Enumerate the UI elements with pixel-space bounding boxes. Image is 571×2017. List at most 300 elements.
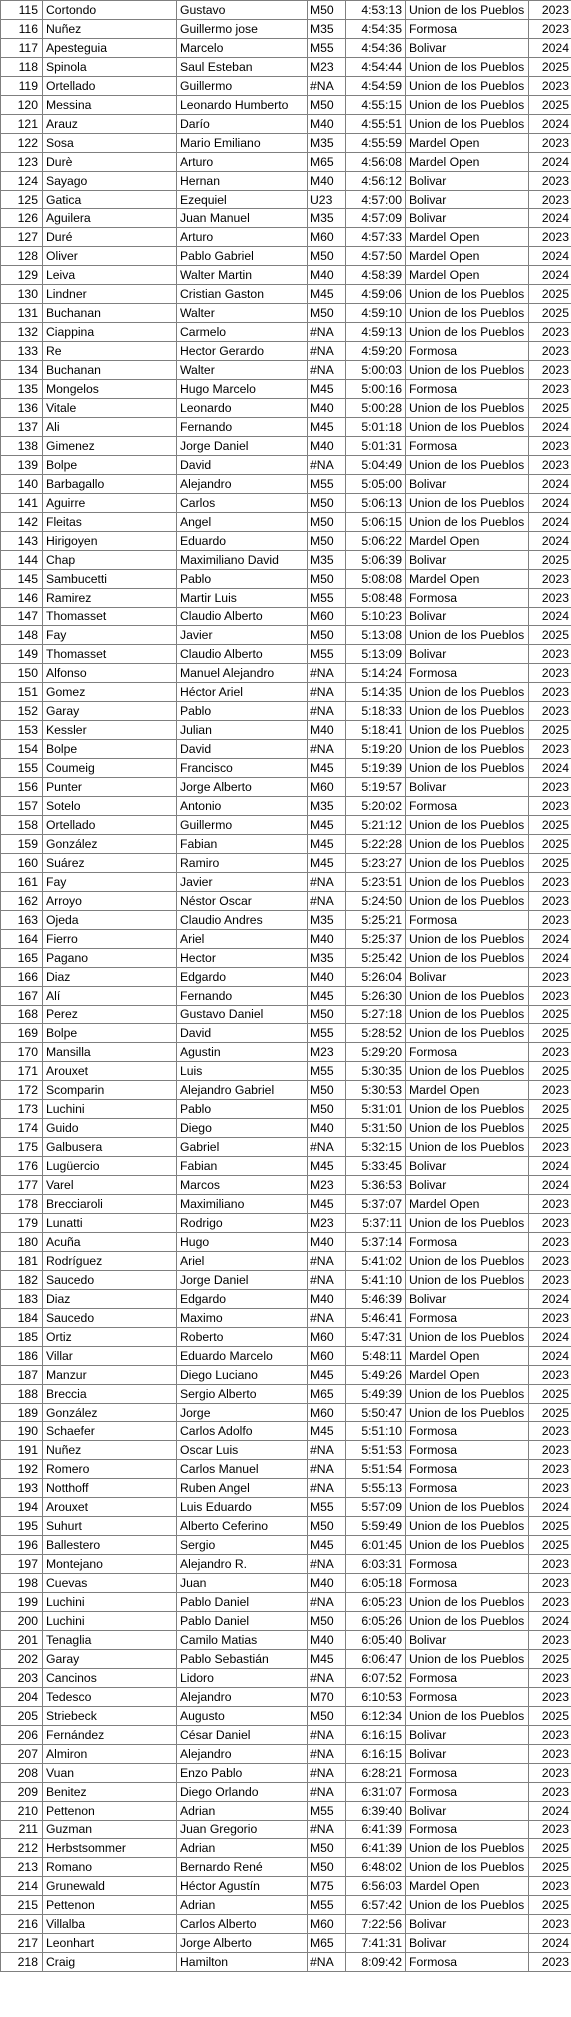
year-cell: 2023 (529, 778, 571, 797)
surname-cell: Hirigoyen (43, 531, 177, 550)
category-cell: #NA (308, 1441, 346, 1460)
team-cell: Union de los Pueblos (406, 1593, 529, 1612)
position-cell: 163 (1, 910, 43, 929)
time-cell: 5:59:49 (346, 1517, 406, 1536)
first-name-cell: Maximo (177, 1308, 308, 1327)
surname-cell: Ortellado (43, 76, 177, 95)
table-row (1, 455, 571, 474)
first-name-cell: Juan Manuel (177, 209, 308, 228)
surname-cell: Ojeda (43, 910, 177, 929)
team-cell: Union de los Pueblos (406, 1251, 529, 1270)
surname-cell: Varel (43, 1176, 177, 1195)
surname-cell: Ali (43, 417, 177, 436)
team-cell: Bolivar (406, 1157, 529, 1176)
first-name-cell: Pablo Daniel (177, 1593, 308, 1612)
category-cell: #NA (308, 740, 346, 759)
first-name-cell: Adrian (177, 1839, 308, 1858)
table-row (1, 740, 571, 759)
position-cell: 194 (1, 1498, 43, 1517)
position-cell: 147 (1, 607, 43, 626)
surname-cell: Suárez (43, 853, 177, 872)
surname-cell: Diaz (43, 967, 177, 986)
category-cell: #NA (308, 1744, 346, 1763)
position-cell: 137 (1, 417, 43, 436)
year-cell: 2024 (529, 266, 571, 285)
time-cell: 6:03:31 (346, 1555, 406, 1574)
time-cell: 4:57:33 (346, 228, 406, 247)
category-cell: #NA (308, 323, 346, 342)
category-cell: M45 (308, 1649, 346, 1668)
time-cell: 5:26:04 (346, 967, 406, 986)
team-cell: Union de los Pueblos (406, 1706, 529, 1725)
position-cell: 209 (1, 1782, 43, 1801)
first-name-cell: Diego Luciano (177, 1365, 308, 1384)
surname-cell: Lindner (43, 285, 177, 304)
year-cell: 2023 (529, 361, 571, 380)
surname-cell: Fay (43, 872, 177, 891)
surname-cell: Pettenon (43, 1896, 177, 1915)
time-cell: 5:06:15 (346, 512, 406, 531)
category-cell: M40 (308, 967, 346, 986)
first-name-cell: Hector Gerardo (177, 342, 308, 361)
position-cell: 180 (1, 1232, 43, 1251)
first-name-cell: Manuel Alejandro (177, 664, 308, 683)
category-cell: M40 (308, 266, 346, 285)
category-cell: M23 (308, 1214, 346, 1233)
position-cell: 202 (1, 1649, 43, 1668)
table-row (1, 645, 571, 664)
year-cell: 2024 (529, 929, 571, 948)
team-cell: Formosa (406, 1555, 529, 1574)
first-name-cell: Angel (177, 512, 308, 531)
position-cell: 158 (1, 815, 43, 834)
first-name-cell: Juan Gregorio (177, 1820, 308, 1839)
year-cell: 2023 (529, 967, 571, 986)
surname-cell: Almiron (43, 1744, 177, 1763)
surname-cell: Mongelos (43, 380, 177, 399)
first-name-cell: Augusto (177, 1706, 308, 1725)
team-cell: Formosa (406, 342, 529, 361)
position-cell: 171 (1, 1062, 43, 1081)
table-row (1, 664, 571, 683)
time-cell: 4:59:20 (346, 342, 406, 361)
category-cell: M35 (308, 19, 346, 38)
time-cell: 5:14:24 (346, 664, 406, 683)
time-cell: 5:23:27 (346, 853, 406, 872)
table-row (1, 399, 571, 418)
time-cell: 5:31:50 (346, 1119, 406, 1138)
category-cell: M50 (308, 1706, 346, 1725)
year-cell: 2025 (529, 815, 571, 834)
year-cell: 2023 (529, 1555, 571, 1574)
category-cell: M50 (308, 247, 346, 266)
category-cell: M50 (308, 304, 346, 323)
category-cell: M50 (308, 512, 346, 531)
surname-cell: Garay (43, 1649, 177, 1668)
table-row (1, 228, 571, 247)
year-cell: 2023 (529, 1763, 571, 1782)
first-name-cell: Pablo (177, 569, 308, 588)
table-row (1, 171, 571, 190)
time-cell: 5:19:57 (346, 778, 406, 797)
category-cell: M23 (308, 57, 346, 76)
surname-cell: Luchini (43, 1612, 177, 1631)
surname-cell: Re (43, 342, 177, 361)
year-cell: 2023 (529, 664, 571, 683)
team-cell: Formosa (406, 797, 529, 816)
surname-cell: Cuevas (43, 1574, 177, 1593)
category-cell: M45 (308, 759, 346, 778)
year-cell: 2025 (529, 1706, 571, 1725)
table-row (1, 1327, 571, 1346)
surname-cell: Luchini (43, 1100, 177, 1119)
team-cell: Mardel Open (406, 152, 529, 171)
category-cell: M50 (308, 493, 346, 512)
time-cell: 6:41:39 (346, 1839, 406, 1858)
team-cell: Formosa (406, 1043, 529, 1062)
time-cell: 6:05:40 (346, 1630, 406, 1649)
time-cell: 5:18:41 (346, 721, 406, 740)
surname-cell: Breccia (43, 1384, 177, 1403)
first-name-cell: Walter (177, 304, 308, 323)
first-name-cell: Fernando (177, 986, 308, 1005)
table-row (1, 95, 571, 114)
team-cell: Union de los Pueblos (406, 323, 529, 342)
team-cell: Union de los Pueblos (406, 57, 529, 76)
table-row (1, 493, 571, 512)
table-row (1, 1820, 571, 1839)
time-cell: 8:09:42 (346, 1953, 406, 1972)
team-cell: Bolivar (406, 1289, 529, 1308)
position-cell: 215 (1, 1896, 43, 1915)
position-cell: 175 (1, 1138, 43, 1157)
year-cell: 2025 (529, 1896, 571, 1915)
category-cell: M45 (308, 986, 346, 1005)
table-row (1, 1251, 571, 1270)
first-name-cell: Hugo Marcelo (177, 380, 308, 399)
category-cell: #NA (308, 342, 346, 361)
position-cell: 123 (1, 152, 43, 171)
category-cell: M60 (308, 228, 346, 247)
year-cell: 2023 (529, 588, 571, 607)
position-cell: 179 (1, 1214, 43, 1233)
team-cell: Union de los Pueblos (406, 114, 529, 133)
first-name-cell: Claudio Andres (177, 910, 308, 929)
first-name-cell: Hamilton (177, 1953, 308, 1972)
surname-cell: Ramirez (43, 588, 177, 607)
category-cell: M35 (308, 133, 346, 152)
year-cell: 2023 (529, 569, 571, 588)
team-cell: Union de los Pueblos (406, 399, 529, 418)
surname-cell: González (43, 1403, 177, 1422)
position-cell: 218 (1, 1953, 43, 1972)
first-name-cell: Ezequiel (177, 190, 308, 209)
first-name-cell: Rodrigo (177, 1214, 308, 1233)
surname-cell: Guido (43, 1119, 177, 1138)
table-row (1, 1062, 571, 1081)
surname-cell: Bolpe (43, 740, 177, 759)
surname-cell: Spinola (43, 57, 177, 76)
first-name-cell: Antonio (177, 797, 308, 816)
time-cell: 5:13:08 (346, 626, 406, 645)
category-cell: M60 (308, 1403, 346, 1422)
year-cell: 2023 (529, 1270, 571, 1289)
team-cell: Union de los Pueblos (406, 512, 529, 531)
position-cell: 140 (1, 474, 43, 493)
position-cell: 216 (1, 1915, 43, 1934)
year-cell: 2023 (529, 1782, 571, 1801)
table-row (1, 1384, 571, 1403)
year-cell: 2023 (529, 1593, 571, 1612)
position-cell: 196 (1, 1536, 43, 1555)
year-cell: 2024 (529, 512, 571, 531)
table-row (1, 1270, 571, 1289)
surname-cell: Duré (43, 228, 177, 247)
first-name-cell: Fernando (177, 417, 308, 436)
position-cell: 118 (1, 57, 43, 76)
first-name-cell: Pablo Daniel (177, 1612, 308, 1631)
first-name-cell: Gustavo Daniel (177, 1005, 308, 1024)
category-cell: #NA (308, 1782, 346, 1801)
category-cell: #NA (308, 1763, 346, 1782)
surname-cell: Saucedo (43, 1270, 177, 1289)
category-cell: M50 (308, 531, 346, 550)
category-cell: #NA (308, 1308, 346, 1327)
surname-cell: Romano (43, 1858, 177, 1877)
year-cell: 2024 (529, 152, 571, 171)
first-name-cell: Leonardo (177, 399, 308, 418)
first-name-cell: Gustavo (177, 1, 308, 20)
table-row (1, 910, 571, 929)
category-cell: M45 (308, 853, 346, 872)
position-cell: 125 (1, 190, 43, 209)
year-cell: 2023 (529, 342, 571, 361)
position-cell: 167 (1, 986, 43, 1005)
first-name-cell: Alejandro Gabriel (177, 1081, 308, 1100)
category-cell: M45 (308, 815, 346, 834)
time-cell: 5:37:07 (346, 1195, 406, 1214)
time-cell: 5:04:49 (346, 455, 406, 474)
position-cell: 130 (1, 285, 43, 304)
year-cell: 2025 (529, 1024, 571, 1043)
time-cell: 5:41:02 (346, 1251, 406, 1270)
time-cell: 5:49:26 (346, 1365, 406, 1384)
first-name-cell: Pablo Gabriel (177, 247, 308, 266)
time-cell: 5:55:13 (346, 1479, 406, 1498)
year-cell: 2023 (529, 1214, 571, 1233)
year-cell: 2023 (529, 1232, 571, 1251)
table-row (1, 1934, 571, 1953)
first-name-cell: Fabian (177, 1157, 308, 1176)
surname-cell: Romero (43, 1460, 177, 1479)
first-name-cell: Agustin (177, 1043, 308, 1062)
surname-cell: Aguilera (43, 209, 177, 228)
year-cell: 2025 (529, 1005, 571, 1024)
year-cell: 2023 (529, 872, 571, 891)
position-cell: 133 (1, 342, 43, 361)
time-cell: 6:57:42 (346, 1896, 406, 1915)
year-cell: 2024 (529, 1327, 571, 1346)
time-cell: 5:32:15 (346, 1138, 406, 1157)
position-cell: 145 (1, 569, 43, 588)
time-cell: 5:37:11 (346, 1214, 406, 1233)
table-row (1, 114, 571, 133)
first-name-cell: Maximiliano David (177, 550, 308, 569)
team-cell: Union de los Pueblos (406, 759, 529, 778)
first-name-cell: Héctor Agustín (177, 1877, 308, 1896)
first-name-cell: Oscar Luis (177, 1441, 308, 1460)
first-name-cell: Edgardo (177, 967, 308, 986)
team-cell: Bolivar (406, 1934, 529, 1953)
time-cell: 6:05:23 (346, 1593, 406, 1612)
team-cell: Union de los Pueblos (406, 1062, 529, 1081)
surname-cell: Thomasset (43, 645, 177, 664)
surname-cell: Leiva (43, 266, 177, 285)
time-cell: 4:54:35 (346, 19, 406, 38)
surname-cell: Montejano (43, 1555, 177, 1574)
position-cell: 217 (1, 1934, 43, 1953)
surname-cell: Leonhart (43, 1934, 177, 1953)
category-cell: #NA (308, 664, 346, 683)
first-name-cell: Guillermo (177, 815, 308, 834)
time-cell: 5:20:02 (346, 797, 406, 816)
table-row (1, 1706, 571, 1725)
year-cell: 2025 (529, 1839, 571, 1858)
category-cell: M50 (308, 626, 346, 645)
year-cell: 2023 (529, 436, 571, 455)
team-cell: Formosa (406, 1953, 529, 1972)
table-row (1, 209, 571, 228)
surname-cell: Notthoff (43, 1479, 177, 1498)
year-cell: 2023 (529, 76, 571, 95)
table-row (1, 1176, 571, 1195)
team-cell: Union de los Pueblos (406, 1517, 529, 1536)
position-cell: 143 (1, 531, 43, 550)
first-name-cell: Alejandro R. (177, 1555, 308, 1574)
time-cell: 6:56:03 (346, 1877, 406, 1896)
team-cell: Union de los Pueblos (406, 1498, 529, 1517)
team-cell: Bolivar (406, 967, 529, 986)
time-cell: 6:31:07 (346, 1782, 406, 1801)
surname-cell: Benitez (43, 1782, 177, 1801)
table-row (1, 607, 571, 626)
surname-cell: Aguirre (43, 493, 177, 512)
year-cell: 2024 (529, 1934, 571, 1953)
time-cell: 6:07:52 (346, 1668, 406, 1687)
category-cell: M35 (308, 797, 346, 816)
year-cell: 2024 (529, 1176, 571, 1195)
position-cell: 205 (1, 1706, 43, 1725)
category-cell: #NA (308, 361, 346, 380)
position-cell: 188 (1, 1384, 43, 1403)
first-name-cell: Ruben Angel (177, 1479, 308, 1498)
surname-cell: Suhurt (43, 1517, 177, 1536)
time-cell: 4:54:44 (346, 57, 406, 76)
year-cell: 2023 (529, 1687, 571, 1706)
surname-cell: Punter (43, 778, 177, 797)
category-cell: M55 (308, 1498, 346, 1517)
position-cell: 134 (1, 361, 43, 380)
team-cell: Union de los Pueblos (406, 1896, 529, 1915)
position-cell: 120 (1, 95, 43, 114)
surname-cell: Striebeck (43, 1706, 177, 1725)
surname-cell: Brecciaroli (43, 1195, 177, 1214)
position-cell: 164 (1, 929, 43, 948)
first-name-cell: César Daniel (177, 1725, 308, 1744)
category-cell: M40 (308, 171, 346, 190)
year-cell: 2025 (529, 1062, 571, 1081)
year-cell: 2023 (529, 1365, 571, 1384)
year-cell: 2024 (529, 114, 571, 133)
time-cell: 4:57:50 (346, 247, 406, 266)
category-cell: M60 (308, 1346, 346, 1365)
category-cell: M45 (308, 285, 346, 304)
category-cell: #NA (308, 1479, 346, 1498)
position-cell: 192 (1, 1460, 43, 1479)
category-cell: M40 (308, 1232, 346, 1251)
team-cell: Formosa (406, 1782, 529, 1801)
year-cell: 2025 (529, 1536, 571, 1555)
team-cell: Union de los Pueblos (406, 417, 529, 436)
category-cell: M40 (308, 721, 346, 740)
team-cell: Union de los Pueblos (406, 721, 529, 740)
first-name-cell: Jorge Daniel (177, 436, 308, 455)
team-cell: Formosa (406, 910, 529, 929)
surname-cell: Vitale (43, 399, 177, 418)
team-cell: Formosa (406, 380, 529, 399)
team-cell: Mardel Open (406, 1877, 529, 1896)
team-cell: Union de los Pueblos (406, 1858, 529, 1877)
year-cell: 2023 (529, 228, 571, 247)
table-row (1, 1460, 571, 1479)
table-row (1, 1858, 571, 1877)
first-name-cell: Ariel (177, 1251, 308, 1270)
first-name-cell: Luis (177, 1062, 308, 1081)
team-cell: Bolivar (406, 1630, 529, 1649)
first-name-cell: Walter Martin (177, 266, 308, 285)
table-row (1, 1043, 571, 1062)
table-row (1, 1517, 571, 1536)
position-cell: 186 (1, 1346, 43, 1365)
first-name-cell: Fabian (177, 834, 308, 853)
time-cell: 5:06:22 (346, 531, 406, 550)
first-name-cell: Hugo (177, 1232, 308, 1251)
table-row (1, 417, 571, 436)
time-cell: 5:19:39 (346, 759, 406, 778)
team-cell: Bolivar (406, 1725, 529, 1744)
first-name-cell: Arturo (177, 228, 308, 247)
position-cell: 165 (1, 948, 43, 967)
time-cell: 6:28:21 (346, 1763, 406, 1782)
time-cell: 5:27:18 (346, 1005, 406, 1024)
first-name-cell: Jorge (177, 1403, 308, 1422)
first-name-cell: Hector (177, 948, 308, 967)
team-cell: Formosa (406, 1668, 529, 1687)
year-cell: 2023 (529, 1725, 571, 1744)
table-row (1, 361, 571, 380)
position-cell: 159 (1, 834, 43, 853)
position-cell: 173 (1, 1100, 43, 1119)
first-name-cell: Adrian (177, 1801, 308, 1820)
year-cell: 2024 (529, 531, 571, 550)
team-cell: Union de los Pueblos (406, 683, 529, 702)
year-cell: 2025 (529, 1384, 571, 1403)
first-name-cell: Julian (177, 721, 308, 740)
time-cell: 5:47:31 (346, 1327, 406, 1346)
category-cell: M55 (308, 474, 346, 493)
category-cell: M50 (308, 1100, 346, 1119)
year-cell: 2025 (529, 1517, 571, 1536)
